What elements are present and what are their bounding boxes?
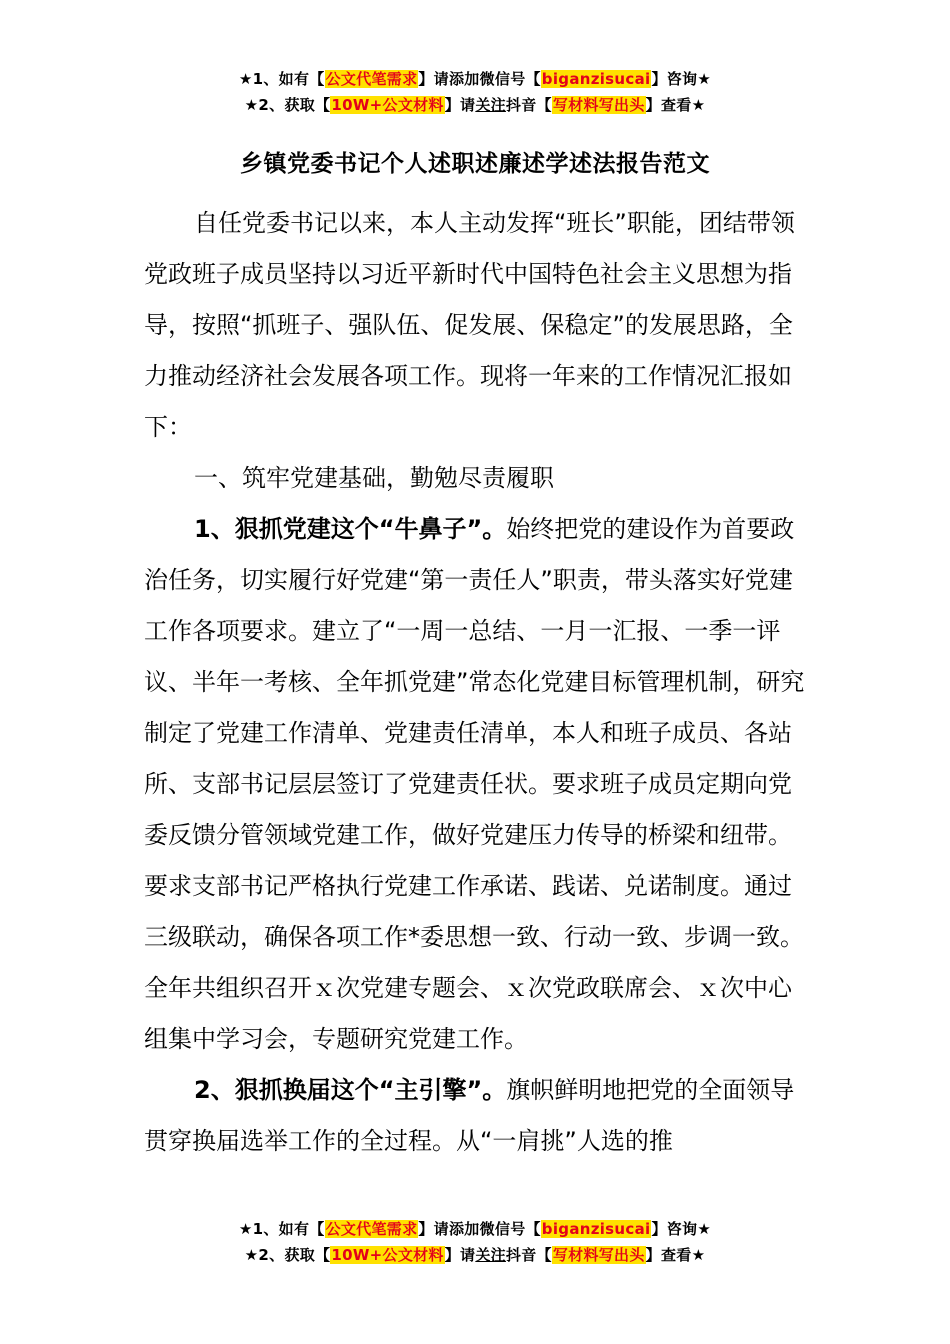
banner-text: 微信号【	[479, 70, 541, 88]
banner-text: 抖音【	[505, 96, 552, 114]
item-text: 始终把党的建设作为首要政治任务，切实履行好党建“第一责任人”职责，带头落实好党建工作各项要求。建立了“一周一总结、一月一汇报、一季一评议、半年一考核、全年抓党建”常态化党建目标管理机制，研究制定了党建工作清单、党建责任清单，本人和班子成员、各站所、支部书记层层签订了党建责任状。要求班子成员定期向党委反馈分管领域党建工作，做好党建压力传导的桥梁和纽带。要求支部书记严格执行党建工作承诺、践诺、兑诺制度。通过三级联动，确保各项工作*委思想一致、行动一致、步调一致。全年共组织召开ｘ次党建专题会、ｘ次党政联席会、ｘ次中心组集中学习会，专题研究党建工作。	[144, 515, 805, 1053]
banner-text: 】咨询★	[651, 70, 712, 88]
banner-text: 】查看★	[645, 1246, 706, 1264]
banner-text: 】请	[418, 70, 449, 88]
document-title: 乡镇党委书记个人述职述廉述学述法报告范文	[240, 151, 710, 177]
banner-emphasis: 添加	[448, 1220, 480, 1238]
top-banner	[0, 66, 950, 118]
banner-text: ★1、如有【	[238, 70, 325, 88]
intro-paragraph: 自任党委书记以来，本人主动发挥“班长”职能，团结带领党政班子成员坚持以习近平新时代中国特色社会主义思想为指导，按照“抓班子、强队伍、促发展、保稳定”的发展思路，全力推动经济社会发展各项工作。现将一年来的工作情况汇报如下：	[144, 209, 795, 441]
banner-highlight: 10W+公文材料	[331, 96, 444, 114]
banner-douyin-id: 写材料写出头	[552, 96, 645, 114]
banner-text: ★2、获取【	[244, 96, 331, 114]
item-lead: 1、狠抓党建这个“牛鼻子”。	[194, 515, 507, 543]
banner-highlight: 公文代笔需求	[325, 1220, 418, 1238]
banner-text: 】查看★	[645, 96, 706, 114]
banner-douyin-id: 写材料写出头	[552, 1246, 645, 1264]
bottom-banner	[0, 1216, 950, 1268]
banner-highlight: 10W+公文材料	[331, 1246, 444, 1264]
banner-text: ★1、如有【	[238, 1220, 325, 1238]
banner-emphasis: 添加	[448, 70, 480, 88]
banner-highlight: 公文代笔需求	[325, 70, 418, 88]
banner-line-2	[0, 92, 950, 118]
banner-text: 】请	[444, 96, 476, 114]
document-body	[144, 198, 806, 1167]
banner-line-2	[0, 1242, 950, 1268]
banner-emphasis: 关注	[475, 96, 506, 114]
banner-text: 】请	[444, 1246, 476, 1264]
banner-text: 微信号【	[479, 1220, 541, 1238]
item-text: 旗帜鲜明地把党的全面领导贯穿换届选举工作的全过程。从“一肩挑”人选的推	[144, 1076, 795, 1155]
section-heading: 一、筑牢党建基础，勤勉尽责履职	[194, 464, 554, 492]
item-paragraph-1	[144, 504, 806, 1065]
banner-emphasis: 关注	[475, 1246, 506, 1264]
item-lead: 2、狠抓换届这个“主引擎”。	[194, 1076, 507, 1104]
banner-text: 】咨询★	[651, 1220, 712, 1238]
banner-wechat-id: biganzisucai	[541, 70, 651, 88]
banner-text: 抖音【	[505, 1246, 552, 1264]
banner-line-1	[0, 1216, 950, 1242]
banner-line-1	[0, 66, 950, 92]
banner-text: 】请	[418, 1220, 449, 1238]
banner-text: ★2、获取【	[244, 1246, 331, 1264]
banner-wechat-id: biganzisucai	[541, 1220, 651, 1238]
item-paragraph-2	[144, 1065, 806, 1167]
